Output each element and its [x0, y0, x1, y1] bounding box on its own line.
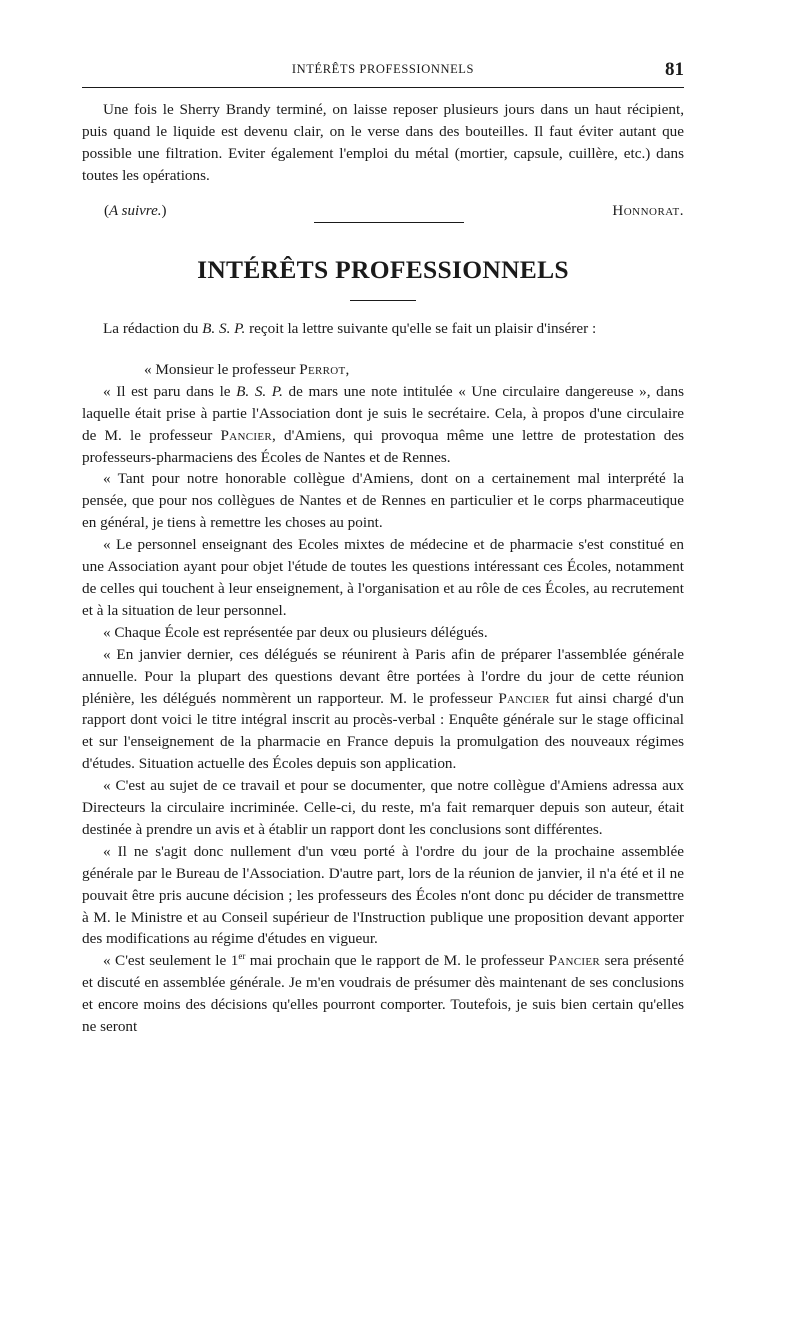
intro-paragraph-block	[82, 99, 684, 187]
letter-paragraph-8: « C'est seulement le 1er mai prochain que le rapport de M. le professeur Pancier sera présenté et discuté en assemblée générale. Je m'en voudrais de présumer dès maintenant de ses conclusions et encore moins des décisions qu'elles pourront comporter. Toutefois, je suis bien certain qu'elles ne seront	[82, 951, 684, 1036]
title-rule	[350, 300, 416, 301]
running-title: INTÉRÊTS PROFESSIONNELS	[291, 62, 475, 76]
signature-line	[82, 203, 684, 225]
running-head	[82, 59, 684, 84]
page-number: 81	[665, 59, 684, 80]
letter-salutation: « Monsieur le professeur Perrot,	[144, 360, 350, 378]
section-title: INTÉRÊTS PROFESSIONNELS	[197, 255, 569, 284]
header-rule	[82, 87, 684, 88]
letter-paragraph-7: « Il ne s'agit donc nullement d'un vœu porté à l'ordre du jour de la prochaine assemblée générale par le Bureau de l'Association. D'autre part, lors de la réunion de janvier, il n'a été et il ne pouvait être pris aucune décision ; les professeurs des Écoles n'ont donc pu décider de transmettre à M. le Ministre et au Conseil supérieur de l'Instruction publique une proposition devant apporter des modifications au régime d'études en vigueur.	[82, 842, 684, 948]
signature-rule	[314, 222, 464, 223]
letter-paragraph-4: « Chaque École est représentée par deux ou plusieurs délégués.	[103, 623, 488, 641]
letter-paragraph-5: « En janvier dernier, ces délégués se réunirent à Paris afin de préparer l'assemblée générale annuelle. Pour la plupart des questions devant être portées à l'ordre du jour de cette réunion plénière, les délégués nommèrent un rapporteur. M. le professeur Pancier fut ainsi chargé d'un rapport dont voici le titre intégral inscrit au procès-verbal : Enquête générale sur le stage officinal et sur l'enseignement de la pharmacie en France depuis la promulgation des nouveaux régimes d'études. Situation actuelle des Écoles depuis son application.	[82, 645, 684, 773]
letter-paragraph-6: « C'est au sujet de ce travail et pour se documenter, que notre collègue d'Amiens adressa aux Directeurs la circulaire incriminée. Celle-ci, du reste, m'a fait remarquer depuis son auteur, était destinée à prendre un avis et à établir un rapport dont les conclusions sont différentes.	[82, 777, 684, 838]
letter-body	[82, 318, 684, 1038]
author-name: Honnorat.	[612, 203, 684, 219]
intro-paragraph: Une fois le Sherry Brandy terminé, on laisse reposer plusieurs jours dans un haut récipient, puis quand le liquide est devenu clair, on le verse dans des bouteilles. Il faut éviter autant que possible une filtration. Eviter également l'emploi du métal (mortier, capsule, cuillère, etc.) dans toutes les opérations.	[82, 101, 684, 184]
letter-paragraph-1: « Il est paru dans le B. S. P. de mars une note intitulée « Une circulaire dangereuse », dans laquelle était prise à partie l'Association dont je suis le secrétaire. Cela, à propos d'une circulaire de M. le professeur Pancier, d'Amiens, qui provoqua même une lettre de protestation des professeurs-pharmaciens des Écoles de Nantes et de Rennes.	[82, 382, 684, 466]
letter-intro: La rédaction du B. S. P. reçoit la lettre suivante qu'elle se fait un plaisir d'insérer :	[103, 320, 597, 337]
letter-paragraph-2: « Tant pour notre honorable collègue d'Amiens, dont on a certainement mal interprété la pensée, que pour nos collègues de Nantes et de Rennes en particulier et le corps pharmaceutique en général, je tiens à remettre les choses au point.	[82, 470, 684, 532]
letter-paragraph-3: « Le personnel enseignant des Ecoles mixtes de médecine et de pharmacie s'est constitué en une Association ayant pour objet l'étude de toutes les questions intéressant ces Écoles, notamment de celles qui touchent à leur enseignement, à l'organisation et au rôle de ces Écoles, au recrutement et à la situation de leur personnel.	[82, 536, 684, 619]
to-be-continued: (A suivre.)	[104, 203, 167, 219]
